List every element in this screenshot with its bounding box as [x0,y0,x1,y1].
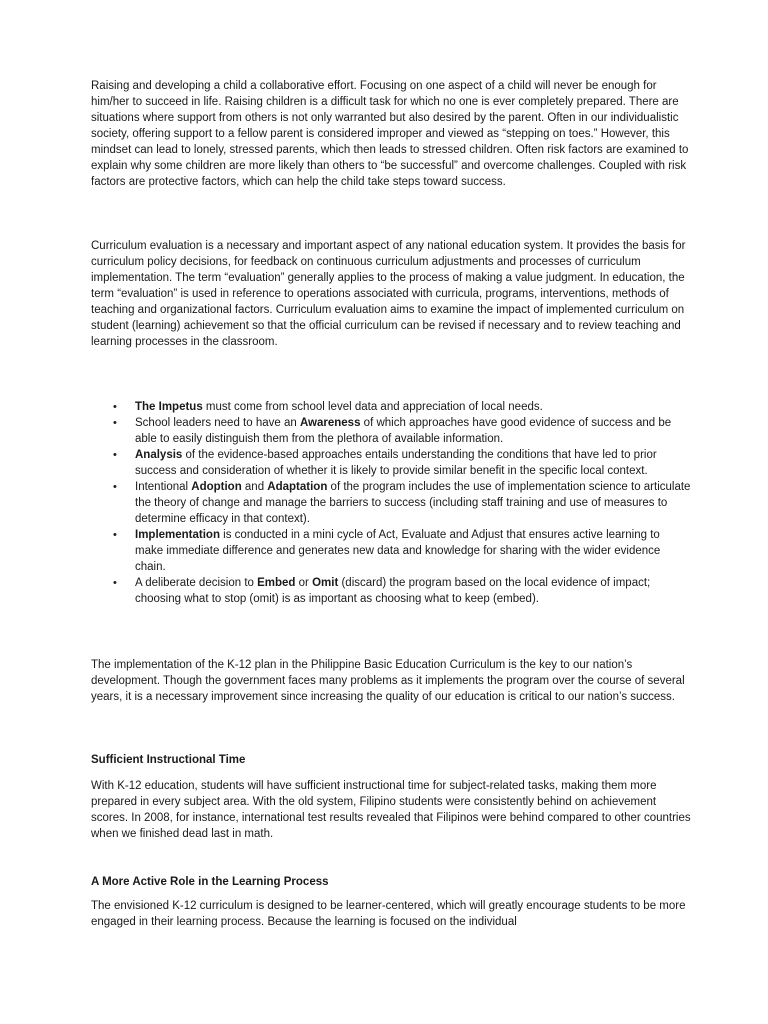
heading-active-role: A More Active Role in the Learning Process [91,876,329,888]
bold-term: Implementation [135,529,220,541]
bold-term: Awareness [299,417,361,429]
paragraph-k12-implementation: The implementation of the K-12 plan in the Philippine Basic Education Curriculum is the key to our nation’s development. Though the government faces many problems as it implements the program over the course of several years, it is a necessary improvement since increasing the quality of our education is critical to our nation’s success. [91,659,685,703]
bullet-icon: • [113,449,117,461]
bullet-icon: • [113,401,117,413]
bullet-icon: • [113,481,117,493]
list-item: • Implementation is conducted in a mini cycle of Act, Evaluate and Adjust that ensures active learning to make immediate difference and generates new data and knowledge for sharing with the wider evidence chain. [113,529,661,573]
bold-term: The Impetus [135,401,203,413]
list-item: • Analysis of the evidence-based approaches entails understanding the conditions that have led to prior success and consideration of whether it is likely to provide similar benefit in the specific local context. [113,449,657,477]
paragraph-instructional-time: With K-12 education, students will have sufficient instructional time for subject-related tasks, making them more prepared in every subject area. With the old system, Filipino students were consistently behind on achievement scores. In 2008, for instance, international test results revealed that Filipinos were behind compared to other countries when we finished dead last in math. [91,780,691,840]
bullet-icon: • [113,529,117,541]
bullet-list [91,399,691,607]
bullet-icon: • [113,417,117,429]
heading-instructional-time: Sufficient Instructional Time [91,754,246,766]
bold-term: Omit [312,577,339,589]
list-item: • A deliberate decision to Embed or Omit (discard) the program based on the local evidence of impact; choosing what to stop (omit) is as important as choosing what to keep (embed). [113,577,651,605]
paragraph-parenting: Raising and developing a child a collaborative effort. Focusing on one aspect of a child will never be enough for him/her to succeed in life. Raising children is a difficult task for which no one is ever completely prepared. There are situations where support from others is not only warranted but also desired by the parent. Often in our individualistic society, offering support to a fellow parent is considered improper and viewed as “stepping on toes.” However, this mindset can lead to lonely, stressed parents, which then leads to stressed children. Often risk factors are examined to explain why some children are more likely than others to “be successful” and overcome challenges. Coupled with risk factors are protective factors, which can help the child take steps toward success. [91,80,689,188]
list-item: • School leaders need to have an Awareness of which approaches have good evidence of success and be able to easily distinguish them from the plethora of available information. [113,417,672,445]
paragraph-active-role: The envisioned K-12 curriculum is designed to be learner-centered, which will greatly encourage students to be more engaged in their learning process. Because the learning is focused on the individual [91,900,686,928]
list-item: • Intentional Adoption and Adaptation of the program includes the use of implementation science to articulate the theory of change and manage the barriers to success (including staff training and use of measures to determine efficacy in that context). [113,481,691,525]
paragraph-curriculum-evaluation: Curriculum evaluation is a necessary and important aspect of any national education system. It provides the basis for curriculum policy decisions, for feedback on continuous curriculum adjustments and processes of curriculum implementation. The term “evaluation” generally applies to the process of making a value judgment. In education, the term “evaluation” is used in reference to operations associated with curricula, programs, interventions, methods of teaching and organizational factors. Curriculum evaluation aims to examine the impact of implemented curriculum on student (learning) achievement so that the official curriculum can be revised if necessary and to review teaching and learning processes in the classroom. [91,240,686,348]
list-item: • The Impetus must come from school level data and appreciation of local needs. [113,401,543,413]
bullet-icon: • [113,577,117,589]
bold-term: Embed [257,577,296,589]
bold-term: Adoption [191,481,242,493]
bold-term: Adaptation [267,481,328,493]
bold-term: Analysis [135,449,183,461]
